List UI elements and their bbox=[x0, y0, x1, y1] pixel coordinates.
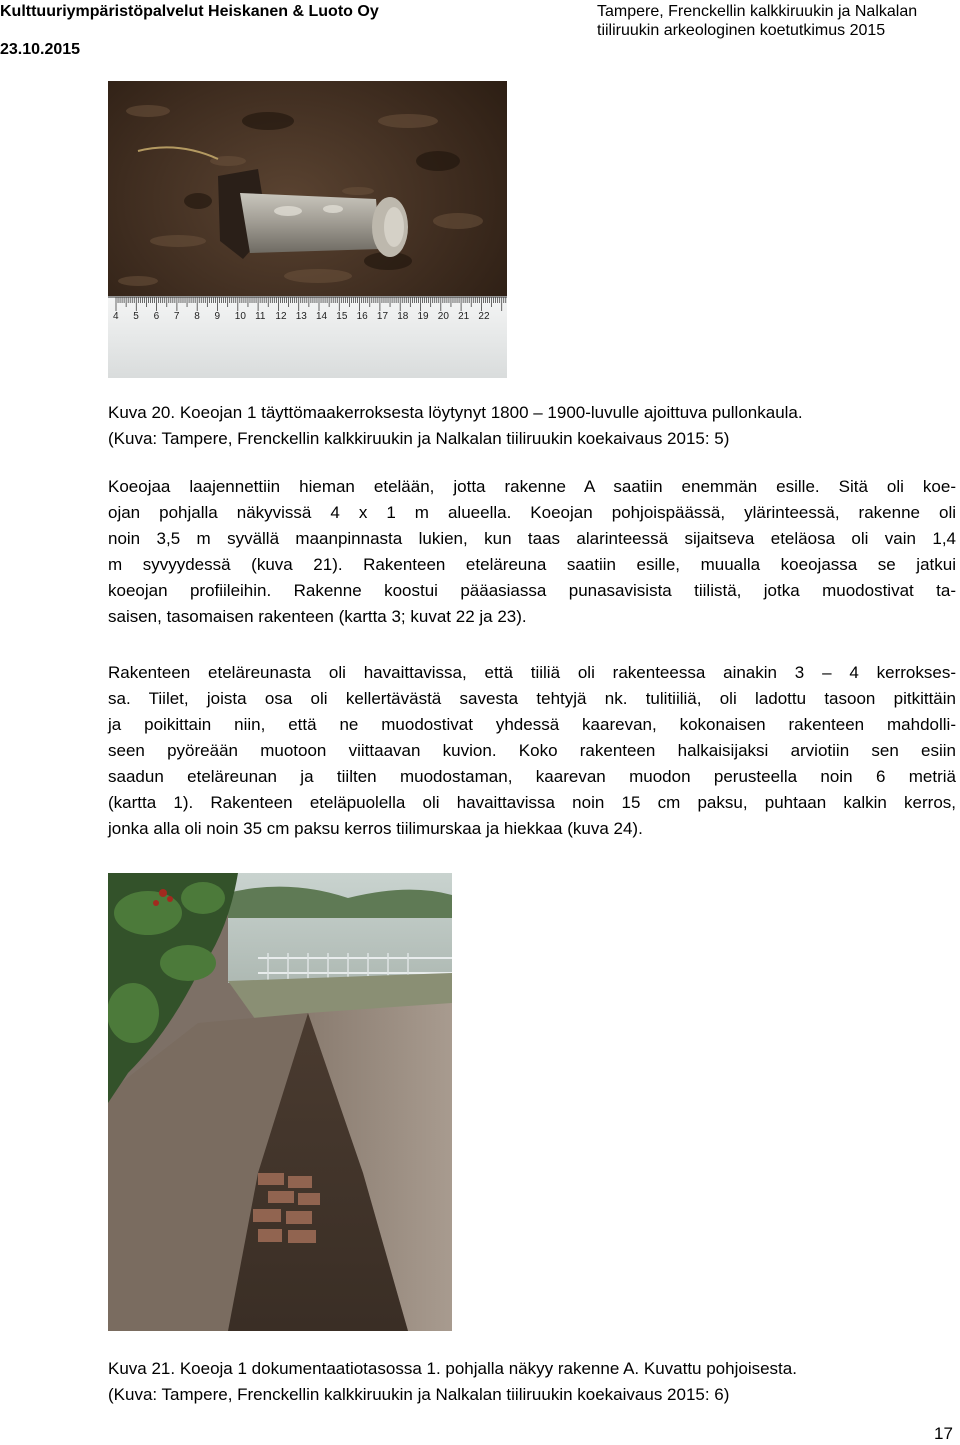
paragraph-line: sa. Tiilet, joista osa oli kellertävästä savesta tehtyjä nk. tulitiiliä, oli ladottu tasoon pitkittäin bbox=[108, 689, 956, 708]
ruler-number: 17 bbox=[376, 311, 389, 322]
ruler-number: 19 bbox=[417, 311, 429, 322]
header-organization: Kulttuuriympäristöpalvelut Heiskanen & Luoto Oy bbox=[0, 3, 379, 20]
bottle-neck-photo-image bbox=[108, 81, 507, 378]
header-date: 23.10.2015 bbox=[0, 41, 81, 58]
paragraph-line: koeojan profiileihin. Rakenne koostui pääasiassa punasavisista tiilistä, jotka muodostivat ta- bbox=[108, 581, 956, 600]
ruler-number: 15 bbox=[336, 311, 348, 322]
paragraph-line: jonka alla oli noin 35 cm paksu kerros tiilimurskaa ja hiekkaa (kuva 24). bbox=[108, 819, 643, 838]
body-paragraph-1 bbox=[108, 474, 956, 630]
paragraph-line: noin 3,5 m syvällä maanpinnasta lukien, kun taas alarinteessä sijaitseva eteläosa oli vain 1,4 bbox=[108, 529, 956, 548]
ruler-number: 7 bbox=[173, 311, 180, 322]
figure-20-caption-line1: Kuva 20. Koeojan 1 täyttömaakerroksesta löytynyt 1800 – 1900-luvulle ajoittuva pullonkaula. bbox=[108, 403, 803, 422]
paragraph-line: saadun eteläreunan ja tiilten muodostaman, kaarevan muodon perusteella noin 6 metriä bbox=[108, 767, 956, 786]
ruler-number: 5 bbox=[133, 311, 139, 322]
figure-20-caption-line2: (Kuva: Tampere, Frenckellin kalkkiruukin ja Nalkalan tiiliruukin koekaivaus 2015: 5) bbox=[108, 429, 730, 448]
ruler-number: 13 bbox=[295, 311, 307, 322]
ruler-number: 6 bbox=[153, 311, 160, 322]
ruler-number: 18 bbox=[397, 311, 409, 322]
paragraph-line: ja poikittain niin, että ne muodostivat yhdessä kaarevan, kokonaisen rakenteen mahdolli- bbox=[108, 715, 956, 734]
ruler-number: 12 bbox=[275, 311, 287, 322]
paragraph-line: Rakenteen eteläreunasta oli havaittavissa, että tiiliä oli rakenteessa ainakin 3 – 4 kerrokses- bbox=[108, 663, 956, 682]
ruler-number: 14 bbox=[316, 311, 328, 322]
figure-20-caption bbox=[108, 400, 960, 452]
paragraph-line: seen pyöreään muotoon viittaavan kuvion. Koko rakenteen halkaisijaksi arviotiin sen esiin bbox=[108, 741, 956, 760]
page-number: 17 bbox=[934, 1424, 953, 1443]
ruler-number: 4 bbox=[113, 311, 119, 322]
paragraph-line: m syvyydessä (kuva 21). Rakenteen eteläreuna saatiin esille, muualla koeojassa se jatkui bbox=[108, 555, 956, 574]
bottle-neck-photo bbox=[108, 81, 507, 378]
figure-21-caption-line1: Kuva 21. Koeoja 1 dokumentaatiotasossa 1. pohjalla näkyy rakenne A. Kuvattu pohjoisesta. bbox=[108, 1359, 797, 1378]
ruler-number: 16 bbox=[356, 311, 368, 322]
ruler-number: 22 bbox=[478, 311, 490, 322]
body-paragraph-2 bbox=[108, 660, 956, 842]
trench-photo bbox=[108, 873, 452, 1331]
ruler-number: 20 bbox=[437, 311, 449, 322]
header-project-line2: tiiliruukin arkeologinen koetutkimus 2015 bbox=[597, 22, 886, 39]
figure-21-caption-line2: (Kuva: Tampere, Frenckellin kalkkiruukin ja Nalkalan tiiliruukin koekaivaus 2015: 6) bbox=[108, 1385, 730, 1404]
paragraph-line: saisen, tasomaisen rakenteen (kartta 3; kuvat 22 ja 23). bbox=[108, 607, 527, 626]
header-project-line1: Tampere, Frenckellin kalkkiruukin ja Nalkalan bbox=[597, 3, 918, 20]
paragraph-line: (kartta 1). Rakenteen eteläpuolella oli havaittavissa noin 15 cm paksu, puhtaan kalkin kerros, bbox=[108, 793, 956, 812]
ruler-number: 10 bbox=[234, 311, 246, 322]
ruler-number: 9 bbox=[214, 311, 221, 322]
ruler-number: 8 bbox=[194, 311, 200, 322]
figure-21-caption bbox=[108, 1356, 960, 1408]
paragraph-line: ojan pohjalla näkyvissä 4 x 1 m alueella. Koeojan pohjoispäässä, ylärinteessä, rakenne oli bbox=[108, 503, 956, 522]
ruler-number: 21 bbox=[458, 311, 470, 322]
header-project bbox=[597, 2, 917, 40]
paragraph-line: Koeojaa laajennettiin hieman etelään, jotta rakenne A saatiin enemmän esille. Sitä oli koe- bbox=[108, 477, 956, 496]
trench-photo-image bbox=[108, 873, 452, 1331]
ruler-number: 11 bbox=[255, 311, 266, 322]
